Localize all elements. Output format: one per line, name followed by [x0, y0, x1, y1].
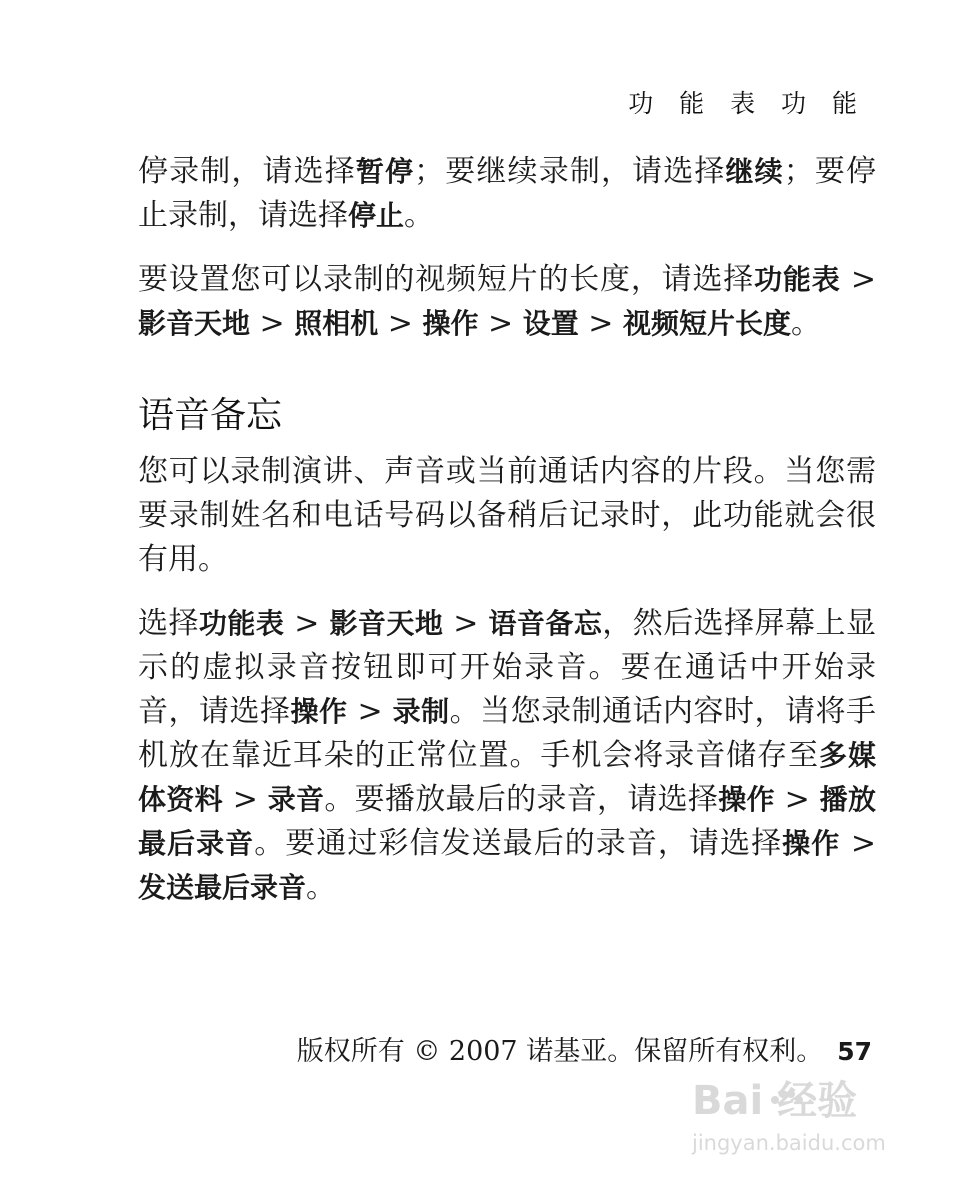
- text-run: ；要停止录制，请选择: [138, 154, 876, 233]
- menu-path-options: 操作: [782, 827, 841, 860]
- paragraph-voice-memo-usage: [138, 602, 876, 910]
- menu-path-options: 操作: [718, 783, 775, 816]
- menu-path-video-length: 视频短片长度: [622, 307, 791, 340]
- menu-term-pause: 暂停: [355, 155, 415, 188]
- menu-path-menu: 功能表: [198, 607, 285, 640]
- section-title: 语音备忘: [138, 395, 283, 436]
- running-header: 功 能 表 功 能: [628, 89, 866, 118]
- menu-path-voice-memo: 语音备忘: [488, 607, 603, 640]
- menu-path-camera: 照相机: [294, 307, 379, 340]
- path-separator: >: [840, 262, 876, 297]
- menu-path-options: 操作: [290, 695, 348, 728]
- menu-term-continue: 继续: [725, 155, 784, 188]
- page-number: 57: [837, 1037, 872, 1066]
- text-run: 选择: [138, 606, 199, 641]
- text-run: ；要继续录制，请选择: [414, 154, 726, 189]
- path-separator: >: [478, 306, 523, 341]
- paragraph-recording-controls: [138, 150, 876, 238]
- text-run: 要设置您可以录制的视频短片的长度，请选择: [138, 262, 755, 297]
- path-separator: >: [378, 306, 423, 341]
- menu-term-send-last: 发送最后录音: [138, 871, 307, 904]
- text-run: 。要播放最后的录音，请选择: [324, 782, 719, 817]
- text-run: 。要通过彩信发送最后的录音，请选择: [254, 826, 783, 861]
- menu-path-options: 操作: [422, 307, 479, 340]
- paragraph-voice-memo-intro: 您可以录制演讲、声音或当前通话内容的片段。当您需要录制姓名和电话号码以备稍后记录时，此功能就会很有用。: [138, 454, 876, 577]
- menu-path-media: 影音天地: [138, 307, 251, 340]
- text-run: 停录制，请选择: [138, 154, 356, 189]
- path-separator: >: [284, 606, 330, 641]
- menu-path-gallery: 多媒体资料: [138, 739, 876, 816]
- menu-path-menu: 功能表: [754, 263, 841, 296]
- path-separator: >: [774, 782, 820, 817]
- menu-path-settings: 设置: [522, 307, 579, 340]
- text-run: 。: [306, 870, 337, 905]
- path-separator: >: [443, 606, 489, 641]
- watermark-url: jingyan.baidu.com: [692, 1131, 886, 1155]
- menu-term-record: 录制: [392, 695, 450, 728]
- text-run: 。: [404, 198, 435, 233]
- path-separator: >: [347, 694, 393, 729]
- menu-path-recordings: 录音: [267, 783, 325, 816]
- copyright-notice: 版权所有 © 2007 诺基亚。保留所有权利。: [296, 1036, 824, 1067]
- text-run: 。当您录制通话内容时，请将手机放在靠近耳朵的正常位置。手机会将录音储存至: [138, 694, 876, 773]
- text-run: 。: [790, 306, 821, 341]
- page-body: [138, 150, 876, 930]
- path-separator: >: [840, 826, 876, 861]
- menu-path-media: 影音天地: [329, 607, 444, 640]
- path-separator: >: [250, 306, 295, 341]
- baidu-jingyan-watermark: [690, 1064, 920, 1164]
- menu-term-stop: 停止: [348, 199, 405, 232]
- menu-term-play-last: 播放最后录音: [138, 783, 876, 860]
- text-run: ，然后选择屏幕上显示的虚拟录音按钮即可开始录音。要在通话中开始录音，请选择: [138, 606, 876, 729]
- path-separator: >: [222, 782, 268, 817]
- path-separator: >: [578, 306, 623, 341]
- watermark-logo-text: Bai 经验: [692, 1078, 858, 1124]
- paragraph-video-length: [138, 258, 876, 346]
